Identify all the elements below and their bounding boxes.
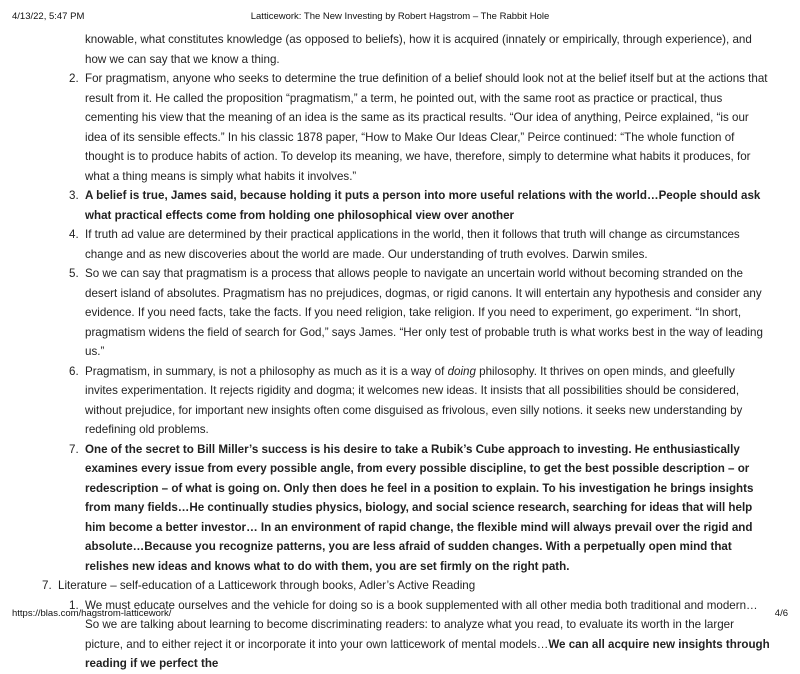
list-number: 4. bbox=[69, 228, 79, 241]
page-url: https://blas.com/hagstrom-latticework/ bbox=[12, 608, 172, 619]
list-item bbox=[0, 225, 800, 264]
list-text: So we can say that pragmatism is a process that allows people to navigate an uncertain world without becoming stranded on the desert island of absolutes. Pragmatism has no prejudices, dogmas, or rigid canons. It will entertain any hypothesis and consider any evidence. If you need facts, take the facts. If you need religion, take religion. If you need to experiment, go experiment. “In short, pragmatism widens the field of search for God,” says James. “Her only test of probable truth is what works best in the way of leading us.” bbox=[85, 267, 763, 358]
list-item bbox=[0, 264, 800, 362]
page-title: Latticework: The New Investing by Robert Hagstrom – The Rabbit Hole bbox=[250, 11, 550, 22]
list-number: 1. bbox=[69, 598, 79, 612]
list-number: 3. bbox=[69, 189, 79, 202]
list-text-before: Pragmatism, in summary, is not a philosophy as much as it is a way of bbox=[85, 364, 448, 378]
list-text: For pragmatism, anyone who seeks to determine the true definition of a belief should look not at the belief itself but at the actions that result from it. He called the proposition “pragmatism,” a term, he pointed out, with the same root as practice or practical, thus cementing his view that the meaning of an idea is the same as its practical results. “Our idea of anything, Peirce explained, “is our idea of its sensible effects.” In his classic 1878 paper, “How to Make Our Ideas Clear,” Peirce continued: “The whole function of thought is to produce habits of action. To develop its meaning, we have, therefore, simply to determine what habits it produces, for what a thing means is simply what habits it involves.” bbox=[85, 72, 768, 183]
list-italic: doing bbox=[447, 364, 476, 378]
section-number: 7. bbox=[42, 579, 52, 592]
list-bold-text: One of the secret to Bill Miller’s success is his desire to take a Rubik’s Cube approach to investing. He enthusiastically examines every issue from every possible angle, from every possible discipline, to get the best possible description – or redescription – of what is going on. Only then does he feel in a position to explain. To his investigation he brings insights from many fields…He continually studies physics, biology, and social science research, searching for ideas that will help him become a better investor… In an environment of rapid change, the flexible mind will always prevail over the rigid and absolute…Because you recognize patterns, you are less afraid of sudden changes. With a perpetually open mind that relishes new ideas and knows what to do with them, you are set firmly on the right path. bbox=[85, 442, 754, 573]
list-text: If truth ad value are determined by their practical applications in the world, then it follows that truth will change as circumstances change and as new discoveries about the world are made. Our understanding of truth evolves. Darwin smiles. bbox=[85, 228, 740, 261]
list-text: We must educate ourselves and the vehicle for doing so is a book supplemented with all other media both traditional and modern…So we are talking about learning to become discriminating readers: to analyze what you read, to evaluate its worth in the larger picture, and to either reject it or incorporate it into your own latticework of mental models… bbox=[85, 598, 758, 651]
list-bold-text: We can all acquire new insights through reading if we perfect the bbox=[85, 637, 770, 670]
page-number: 4/6 bbox=[774, 608, 788, 619]
print-footer bbox=[12, 608, 788, 622]
list-number: 5. bbox=[69, 267, 79, 280]
list-number: 2. bbox=[69, 72, 79, 85]
list-item bbox=[0, 186, 800, 225]
list-bold-text: A belief is true, James said, because holding it puts a person into more useful relations with the world…People should ask what practical effects come from holding one philosophical view over another bbox=[85, 189, 761, 222]
print-header bbox=[12, 11, 788, 25]
list-item bbox=[0, 69, 800, 186]
list-number: 7. bbox=[69, 442, 79, 456]
list-number: 6. bbox=[69, 364, 79, 378]
list-item bbox=[0, 362, 800, 440]
section-heading: Literature – self-education of a Latticework through books, Adler’s Active Reading bbox=[58, 579, 476, 592]
continuation-paragraph: knowable, what constitutes knowledge (as opposed to beliefs), how it is acquired (innately or empirically, through experience), and how we can say that we know a thing. bbox=[85, 33, 752, 66]
list-text-after: philosophy. It thrives on open minds, and gleefully invites experimentation. It rejects rigidity and dogma; it welcomes new ideas. It insists that all possibilities should be considered, without prejudice, for important new insights often come disguised as frivolous, even silly notions. it seeks new understanding by redefining old problems. bbox=[85, 364, 743, 436]
print-datetime: 4/13/22, 5:47 PM bbox=[12, 11, 85, 22]
list-item bbox=[0, 440, 800, 577]
section-item bbox=[0, 576, 800, 596]
